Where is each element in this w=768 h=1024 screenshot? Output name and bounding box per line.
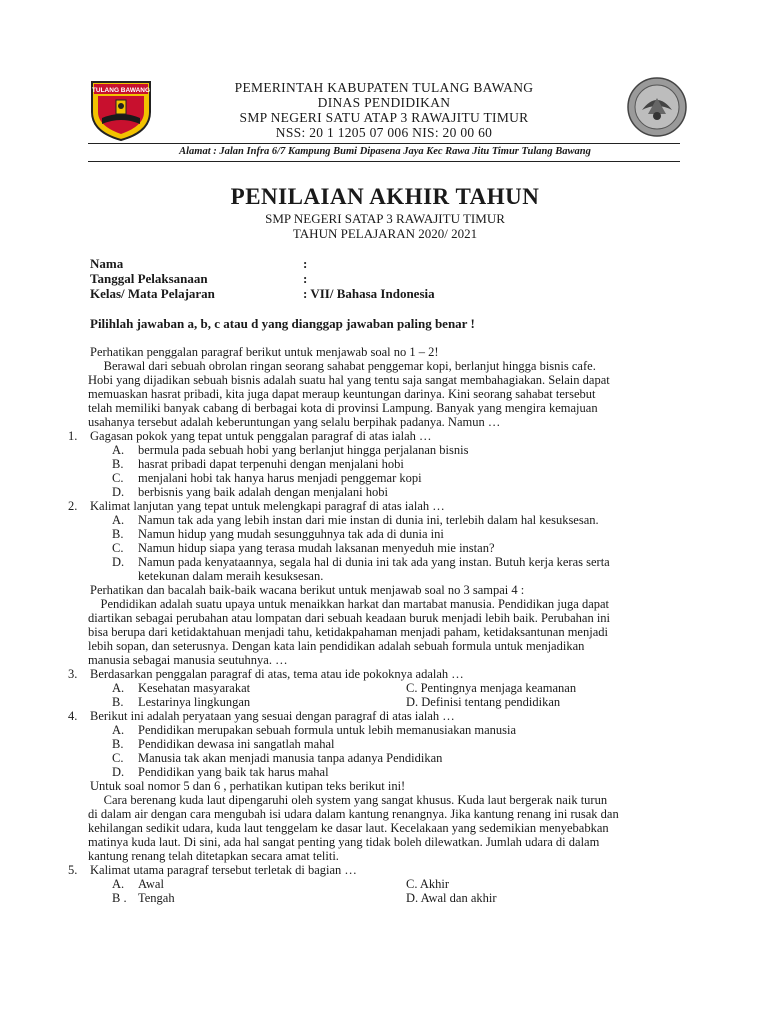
answer-option[interactable]: D. Definisi tentang pendidikan [406, 695, 561, 709]
passage-1-line: Hobi yang dijadikan sebuah bisnis adalah suatu hal yang tentu saja sangat membahagiakan. Selain dapat [88, 373, 610, 387]
ministry-logo [626, 76, 688, 138]
question-text: Gagasan pokok yang tepat untuk penggalan paragraf di atas ialah … [90, 429, 432, 443]
passage-2-line: bisa berupa dari ketidaktahuan menjadi tahu, ketidakpahaman menjadi paham, ketidaksantunan menjadi [88, 625, 608, 639]
header-line-4: NSS: 20 1 1205 07 006 NIS: 20 00 60 [275, 125, 493, 140]
answer-option[interactable]: C. menjalani hobi tak hanya harus menjadi penggemar kopi [112, 471, 422, 485]
instruction-text: Pilihlah jawaban a, b, c atau d yang dianggap jawaban paling benar ! [90, 316, 475, 331]
passage-2-line: diartikan sebagai perubahan atau lompatan dari sebuah keadaan buruk menjadi lebih baik. Perubahan ini [88, 611, 611, 625]
header-line-3: SMP NEGERI SATU ATAP 3 RAWAJITU TIMUR [239, 110, 529, 125]
info-value-name: : [303, 256, 308, 271]
passage-1-line: memuaskan hasrat pribadi, kita juga dapat meraup keuntungan darinya. Kini seorang sahabat tersebut [88, 387, 596, 401]
answer-option[interactable]: B. hasrat pribadi dapat terpenuhi dengan menjalani hobi [112, 457, 404, 471]
passage-3-line: matinya kuda laut. Di sini, ada hal sangat penting yang tidak boleh dilewatkan. Jumlah udara di dalam [88, 835, 600, 849]
regency-logo [88, 76, 154, 142]
answer-option[interactable]: C. Namun hidup siapa yang terasa mudah laksanan menyeduh mie instan? [112, 541, 495, 555]
question-number: 1. [68, 429, 78, 443]
question-number: 4. [68, 709, 78, 723]
intro-passage-3: Untuk soal nomor 5 dan 6 , perhatikan kutipan teks berikut ini! [90, 779, 406, 793]
answer-option[interactable]: A. Pendidikan merupakan sebuah formula untuk lebih memanusiakan manusia [112, 723, 517, 737]
answer-option[interactable]: D. Namun pada kenyataannya, segala hal di dunia ini tak ada yang instan. Butuh kerja keras serta [112, 555, 610, 569]
info-label-name: Nama [90, 256, 124, 271]
question-number: 5. [68, 863, 78, 877]
answer-option[interactable]: D. Awal dan akhir [406, 891, 497, 905]
answer-option[interactable]: C. Manusia tak akan menjadi manusia tanpa adanya Pendidikan [112, 751, 443, 765]
answer-option[interactable]: B. Pendidikan dewasa ini sangatlah mahal [112, 737, 335, 751]
answer-option[interactable]: D. berbisnis yang baik adalah dengan menjalani hobi [112, 485, 388, 499]
header-divider-bottom [88, 161, 680, 162]
info-label-class: Kelas/ Mata Pelajaran [90, 286, 215, 301]
info-value-date: : [303, 271, 308, 286]
passage-3-line: kehilangan sedikit udara, kuda laut tenggelam ke dasar laut. Kecelakaan yang sedemikian menyebabkan [88, 821, 609, 835]
passage-1-line: telah memiliki banyak cabang di berbagai kota di provinsi Lampung. Banyak yang mengira kemajuan [88, 401, 598, 415]
passage-1-line: usahanya tersebut adalah keberuntungan yang selalu berpihak padanya. Namun … [88, 415, 501, 429]
passage-2-line: Pendidikan adalah suatu upaya untuk menaikkan harkat dan martabat manusia. Pendidikan juga dapat [88, 597, 610, 611]
question-text: Kalimat lanjutan yang tepat untuk melengkapi paragraf di atas ialah … [90, 499, 445, 513]
answer-option[interactable]: C. Pentingnya menjaga keamanan [406, 681, 577, 695]
question-text: Berikut ini adalah peryataan yang sesuai dengan paragraf di atas ialah … [90, 709, 455, 723]
header-line-2: DINAS PENDIDIKAN [317, 95, 451, 110]
passage-2-line: manusia sebagai manusia seutuhnya. … [88, 653, 288, 667]
exam-subtitle-school: SMP NEGERI SATAP 3 RAWAJITU TIMUR [265, 211, 505, 226]
exam-title: PENILAIAN AKHIR TAHUN [230, 184, 540, 209]
question-text: Berdasarkan penggalan paragraf di atas, tema atau ide pokoknya adalah … [90, 667, 464, 681]
answer-option[interactable]: C. Akhir [406, 877, 450, 891]
exam-subtitle-year: TAHUN PELAJARAN 2020/ 2021 [292, 226, 478, 241]
answer-option[interactable]: A. Namun tak ada yang lebih instan dari mie instan di dunia ini, terlebih dalam hal kesuksesan. [112, 513, 599, 527]
question-number: 2. [68, 499, 78, 513]
question-text: Kalimat utama paragraf tersebut terletak di bagian … [90, 863, 357, 877]
school-address: Alamat : Jalan Infra 6/7 Kampung Bumi Dipasena Jaya Kec Rawa Jitu Timur Tulang Bawang [179, 146, 591, 157]
passage-3-line: Cara berenang kuda laut dipengaruhi oleh system yang sangat khusus. Kuda laut bergerak naik turun [88, 793, 608, 807]
answer-option[interactable]: B . Tengah [112, 891, 175, 905]
answer-option[interactable]: D. Pendidikan yang baik tak harus mahal [112, 765, 329, 779]
logo-text: TULANG BAWANG [91, 87, 151, 94]
intro-passage-1: Perhatikan penggalan paragraf berikut untuk menjawab soal no 1 – 2! [90, 345, 439, 359]
answer-option[interactable]: B. Namun hidup yang mudah sesungguhnya tak ada di dunia ini [112, 527, 444, 541]
passage-2-line: lebih sopan, dan seterusnya. Dengan kata lain pendidikan adalah sebuah formula untuk menjadikan [88, 639, 585, 653]
question-number: 3. [68, 667, 78, 681]
passage-1-line: Berawal dari sebuah obrolan ringan seorang sahabat penggemar kopi, berlanjut hingga bisnis cafe. [88, 359, 596, 373]
passage-3-line: di dalam air dengan cara mengubah isi udara dalam kantung renangnya. Jika kantung renang ini rusak dan [88, 807, 619, 821]
answer-option[interactable]: A. Kesehatan masyarakat [112, 681, 251, 695]
answer-option[interactable]: A. bermula pada sebuah hobi yang berlanjut hingga perjalanan bisnis [112, 443, 469, 457]
info-label-date: Tanggal Pelaksanaan [90, 271, 208, 286]
header-divider-top [88, 143, 680, 144]
answer-option[interactable]: B. Lestarinya lingkungan [112, 695, 251, 709]
answer-option[interactable]: A. Awal [112, 877, 164, 891]
intro-passage-2: Perhatikan dan bacalah baik-baik wacana berikut untuk menjawab soal no 3 sampai 4 : [90, 583, 525, 597]
info-value-class: : VII/ Bahasa Indonesia [303, 286, 435, 301]
answer-option-continuation: ketekunan dalam meraih kesuksesan. [138, 569, 324, 583]
passage-3-line: kantung renang telah ditetapkan secara amat teliti. [88, 849, 339, 863]
header-line-1: PEMERINTAH KABUPATEN TULANG BAWANG [234, 80, 534, 95]
